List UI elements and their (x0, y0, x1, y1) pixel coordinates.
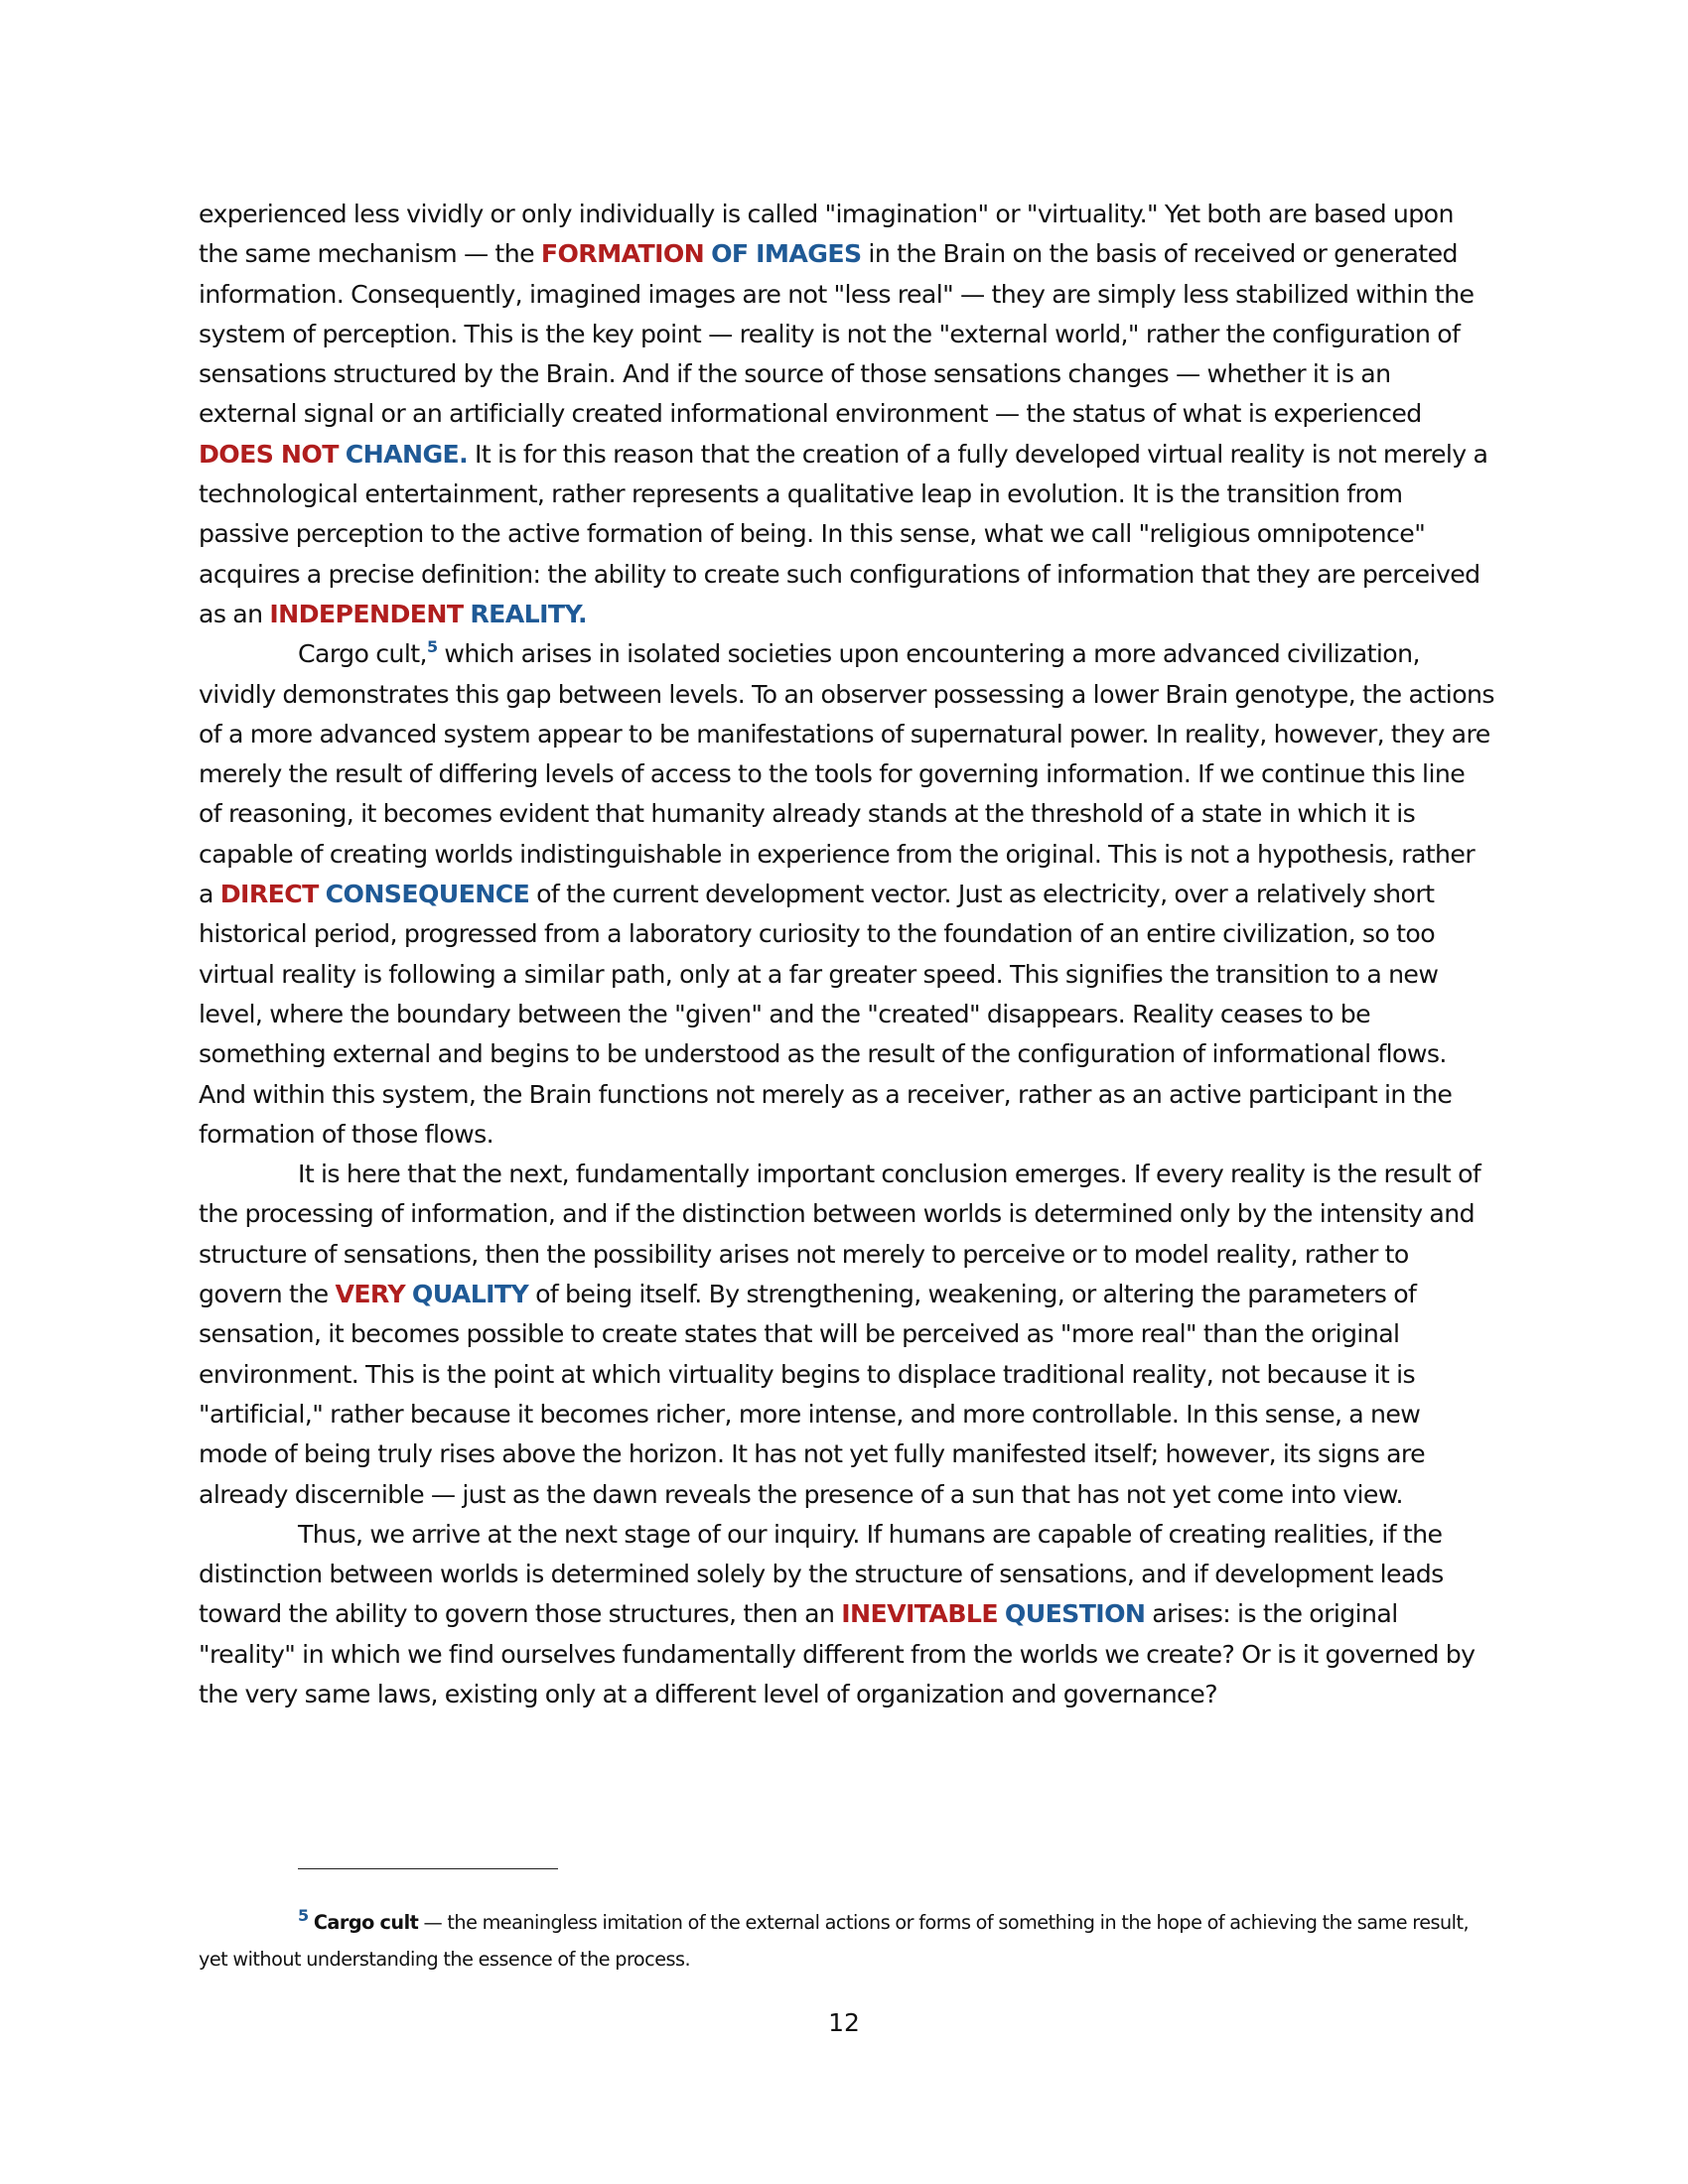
emphasis-text: VERY (335, 1280, 405, 1309)
footnote-separator (298, 1868, 558, 1869)
emphasis-text: DIRECT (219, 880, 319, 909)
emphasis-text: INDEPENDENT (269, 599, 464, 628)
emphasis-text: FORMATION (540, 239, 705, 269)
emphasis-text: INEVITABLE (841, 1599, 998, 1629)
paragraph-1: experienced less vividly or only individually is called "imagination" or "virtuality." Yet both are based upon the same mechanism — the FORMATION OF IMAGES in the Brain on the basis of received or generated information. Consequently, imagined images are not "less real" — they are simply less stabilized within the system of perception. This is the key point — reality is not the "external world," rather the configuration of sensations structured by the Brain. And if the source of those sensations changes — whether it is an external signal or an artificially created informational environment — the status of what is experienced DOES NOT CHANGE. It is for this reason that the creation of a fully developed virtual reality is not merely a technological entertainment, rather represents a qualitative leap in evolution. It is the transition from passive perception to the active formation of being. In this sense, what we call "religious omnipotence" acquires a precise definition: the ability to create such configurations of information that they are perceived as an INDEPENDENT REALITY. (199, 200, 1488, 628)
footnote-term: Cargo cult (313, 1911, 419, 1934)
emphasis-text: QUESTION (1004, 1599, 1146, 1629)
footnote-reference: 5 (426, 637, 438, 657)
footnote (199, 1904, 1494, 1978)
paragraph-4: Thus, we arrive at the next stage of our inquiry. If humans are capable of creating realities, if the distinction between worlds is determined solely by the structure of sensations, and if development leads toward the ability to govern those structures, then an INEVITABLE QUESTION arises: is the original "reality" in which we find ourselves fundamentally different from the worlds we create? Or is it governed by the very same laws, existing only at a different level of organization and governance? (199, 1519, 1476, 1708)
emphasis-text: REALITY. (470, 599, 587, 628)
paragraph-2: Cargo cult,$^5$ which arises in isolated societies upon encountering a more advanced civilization, vividly demonstrates this gap between levels. To an observer possessing a lower Brain genotype, the actions of a more advanced system appear to be manifestations of supernatural power. In reality, however, they are merely the result of differing levels of access to the tools for governing information. If we continue this line of reasoning, it becomes evident that humanity already stands at the threshold of a state in which it is capable of creating worlds indistinguishable in experience from the original. This is not a hypothesis, rather a DIRECT CONSEQUENCE of the current development vector. Just as electricity, over a relatively short historical period, progressed from a laboratory curiosity to the foundation of an entire civilization, so too virtual reality is following a similar path, only at a far greater speed. This signifies the transition to a new level, where the boundary between the "given" and the "created" disappears. Reality ceases to be something external and begins to be understood as the result of the configuration of informational flows. And within this system, the Brain functions not merely as a receiver, rather as an active participant in the formation of those flows. (199, 637, 1494, 1149)
footnote-number: 5 (298, 1906, 309, 1925)
page-number: 12 (828, 2008, 860, 2037)
footnote-text: — the meaningless imitation of the external actions or forms of something in the hope of achieving the same result, yet without understanding the essence of the process. (199, 1911, 1470, 1971)
emphasis-text: QUALITY (411, 1280, 529, 1309)
emphasis-text: OF IMAGES (711, 239, 862, 269)
emphasis-text: DOES NOT (199, 439, 339, 469)
emphasis-text: CONSEQUENCE (325, 880, 530, 909)
emphasis-text: CHANGE. (345, 439, 469, 469)
paragraph-3: It is here that the next, fundamentally important conclusion emerges. If every reality is the result of the processing of information, and if the distinction between worlds is determined only by the intensity and structure of sensations, then the possibility arises not merely to perceive or to model reality, rather to govern the VERY QUALITY of being itself. By strengthening, weakening, or altering the parameters of sensation, it becomes possible to create states that will be perceived as "more real" than the original environment. This is the point at which virtuality begins to displace traditional reality, not because it is "artificial," rather because it becomes richer, more intense, and more controllable. In this sense, a new mode of being truly rises above the horizon. It has not yet fully manifested itself; however, its signs are already discernible — just as the dawn reveals the presence of a sun that has not yet come into view. (199, 1160, 1481, 1509)
body-text (199, 195, 1494, 1714)
